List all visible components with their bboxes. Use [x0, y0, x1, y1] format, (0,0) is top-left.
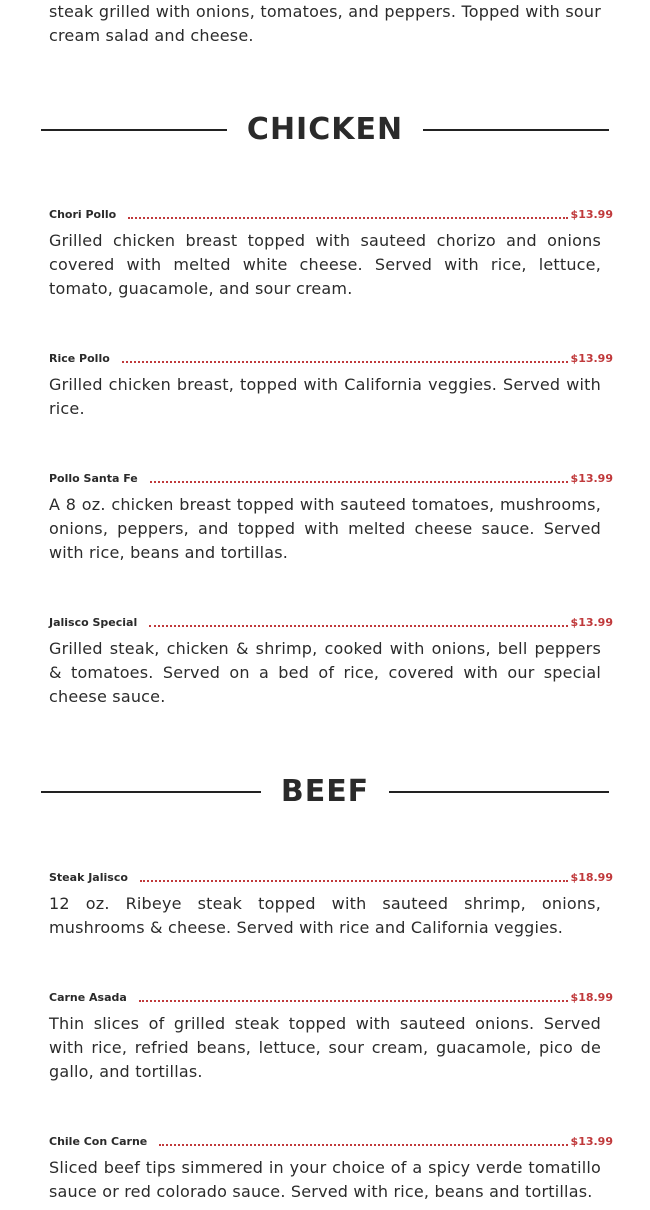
section-rule-right — [423, 129, 609, 131]
item-leader-dots — [140, 880, 568, 882]
section-header-chicken — [41, 110, 609, 150]
section-rule-right — [389, 791, 609, 793]
item-leader-dots — [122, 361, 568, 363]
item-description: A 8 oz. chicken breast topped with sauteed tomatoes, mushrooms, onions, peppers, and topped with melted cheese sauce. Served with rice, beans and tortillas. — [49, 495, 601, 562]
menu-item-chile-con-carne — [49, 1133, 613, 1149]
section-title: CHICKEN — [246, 112, 404, 147]
section-title: BEEF — [280, 774, 370, 809]
menu-item-chori-pollo — [49, 206, 613, 222]
section-header-beef — [41, 772, 609, 812]
section-rule-left — [41, 129, 227, 131]
item-price: $13.99 — [570, 1135, 613, 1148]
item-price: $13.99 — [570, 472, 613, 485]
item-leader-dots — [139, 1000, 568, 1002]
item-description: Thin slices of grilled steak topped with sauteed onions. Served with rice, refried beans, lettuce, sour cream, guacamole, pico de gallo, and tortillas. — [49, 1014, 601, 1081]
item-leader-dots — [128, 217, 567, 219]
menu-item-jalisco-special — [49, 614, 613, 630]
item-leader-dots — [159, 1144, 567, 1146]
item-name: Chori Pollo — [49, 208, 117, 221]
menu-item-pollo-santa-fe — [49, 470, 613, 486]
item-description: 12 oz. Ribeye steak topped with sauteed shrimp, onions, mushrooms & cheese. Served with rice and California veggies. — [49, 894, 601, 937]
item-leader-dots — [150, 481, 568, 483]
item-price: $13.99 — [570, 616, 613, 629]
menu-item-rice-pollo — [49, 350, 613, 366]
item-name: Carne Asada — [49, 991, 127, 1004]
item-name: Chile Con Carne — [49, 1135, 148, 1148]
item-price: $18.99 — [570, 991, 613, 1004]
item-description: Grilled steak, chicken & shrimp, cooked with onions, bell peppers & tomatoes. Served on a bed of rice, covered with our special cheese sauce. — [49, 639, 601, 706]
item-description: Grilled chicken breast topped with sauteed chorizo and onions covered with melted white cheese. Served with rice, lettuce, tomato, guacamole, and sour cream. — [49, 231, 601, 298]
item-description: Sliced beef tips simmered in your choice of a spicy verde tomatillo sauce or red colorado sauce. Served with rice, beans and tortillas. — [49, 1158, 601, 1201]
item-leader-dots — [149, 625, 567, 627]
menu-item-carne-asada — [49, 989, 613, 1005]
section-rule-left — [41, 791, 261, 793]
item-price: $13.99 — [570, 208, 613, 221]
item-description: Grilled chicken breast, topped with California veggies. Served with rice. — [49, 375, 601, 418]
item-name: Jalisco Special — [49, 616, 138, 629]
menu-item-steak-jalisco — [49, 869, 613, 885]
item-price: $13.99 — [570, 352, 613, 365]
item-name: Steak Jalisco — [49, 871, 128, 884]
item-name: Rice Pollo — [49, 352, 110, 365]
item-price: $18.99 — [570, 871, 613, 884]
item-name: Pollo Santa Fe — [49, 472, 138, 485]
intro-description: steak grilled with onions, tomatoes, and peppers. Topped with sour cream salad and cheese. — [49, 2, 601, 45]
